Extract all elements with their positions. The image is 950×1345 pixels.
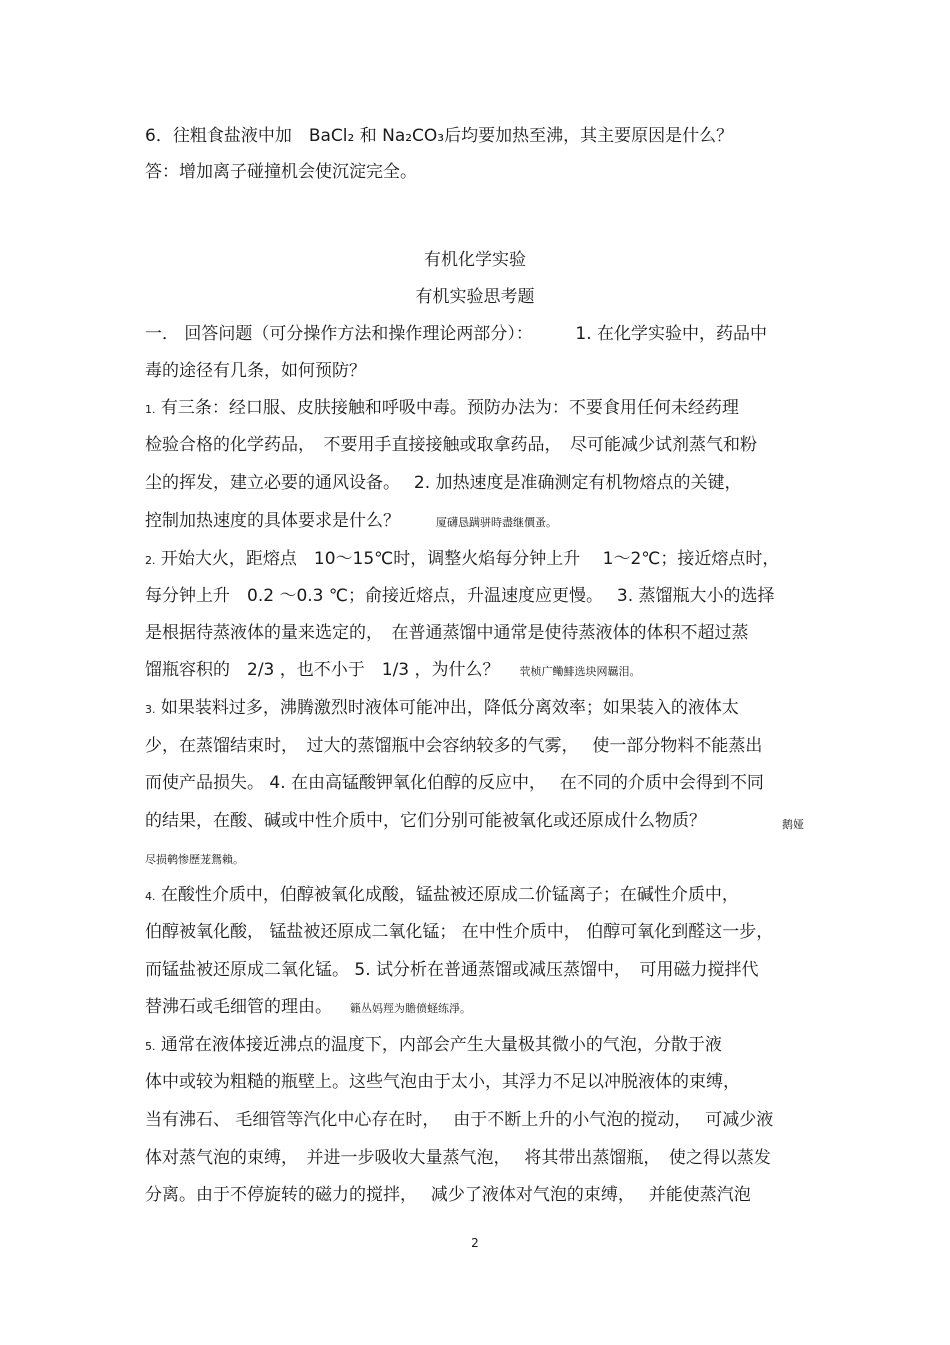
body-line: 而锰盐被还原成二氧化锰。 5. 试分析在普通蒸馏或减压蒸馏中， 可用磁力搅拌代 <box>145 960 759 980</box>
answer-number: 5. <box>145 1040 156 1053</box>
body-line: 一． 回答问题（可分操作方法和操作理论两部分）： 1. 在化学实验中，药品中 <box>145 324 768 344</box>
answer-number: 2. <box>145 554 156 567</box>
answer-number: 4. <box>145 890 156 903</box>
answer-text: 通常在液体接近沸点的温度下，内部会产生大量极其微小的气泡，分散于液 <box>155 1035 722 1055</box>
answer-text: 开始大火，距熔点 10～15℃时，调整火焰每分钟上升 1～2℃；接近熔点时， <box>155 549 780 569</box>
body-line: 体中或较为粗糙的瓶壁上。这些气泡由于太小，其浮力不足以冲脱液体的束缚， <box>145 1072 740 1092</box>
body-line <box>145 511 557 533</box>
answer-text: 在酸性介质中，伯醇被氧化成酸，锰盐被还原成二价锰离子；在碱性介质中， <box>155 885 739 905</box>
question-text: 控制加热速度的具体要求是什么？ <box>145 511 400 531</box>
body-line: 毒的途径有几条，如何预防？ <box>145 361 366 381</box>
answer-text: 如果装料过多，沸腾激烈时液体可能冲出，降低分离效率；如果装入的液体太 <box>155 698 739 718</box>
question-text: 替沸石或毛细管的理由。 <box>145 997 332 1017</box>
answer-number: 1. <box>145 403 156 416</box>
body-line <box>145 398 739 420</box>
garbled-text: 茕桢广鳓鯡选块网羈泪。 <box>519 665 641 678</box>
body-line: 当有沸石、 毛细管等汽化中心存在时， 由于不断上升的小气泡的搅动， 可减少液 <box>145 1110 774 1130</box>
question-6: 6．往粗食盐液中加 BaCl₂ 和 Na₂CO₃后均要加热至沸，其主要原因是什么？ <box>145 126 734 146</box>
body-line <box>145 885 739 907</box>
question-text: 馏瓶容积的 2/3 ，也不小于 1/3 ，为什么？ <box>145 660 500 680</box>
answer-number: 3. <box>145 703 156 716</box>
section-subtitle: 有机实验思考题 <box>415 287 535 307</box>
page-number: 2 <box>471 1236 479 1250</box>
answer-6: 答：增加离子碰撞机会使沉淀完全。 <box>145 162 417 182</box>
body-line <box>145 698 739 720</box>
body-line <box>145 997 471 1019</box>
body-line: 检验合格的化学药品， 不要用手直接接触或取拿药品， 尽可能减少试剂蒸气和粉 <box>145 435 757 455</box>
body-line: 体对蒸气泡的束缚， 并进一步吸收大量蒸气泡， 将其带出蒸馏瓶， 使之得以蒸发 <box>145 1148 771 1168</box>
garbled-text: 厦礴恳蹒骈時盡继價蚤。 <box>436 516 557 529</box>
body-line: 少，在蒸馏结束时， 过大的蒸馏瓶中会容纳较多的气雾， 使一部分物料不能蒸出 <box>145 736 763 756</box>
body-line <box>145 1035 722 1057</box>
body-line <box>145 549 779 571</box>
garbled-text: 籟丛妈羥为贍偾蛏练淨。 <box>350 1002 471 1015</box>
body-line: 而使产品损失。 4. 在由高锰酸钾氧化伯醇的反应中， 在不同的介质中会得到不同 <box>145 773 764 793</box>
section-title: 有机化学实验 <box>424 250 526 270</box>
body-line: 的结果，在酸、碱或中性介质中，它们分别可能被氧化或还原成什么物质？ <box>145 811 706 831</box>
body-line: 是根据待蒸液体的量来选定的， 在普通蒸馏中通常是使待蒸液体的体积不超过蒸 <box>145 623 749 643</box>
body-line: 每分钟上升 0.2 ～0.3 ℃；俞接近熔点，升温速度应更慢。 3. 蒸馏瓶大小的选择 <box>145 586 775 606</box>
garbled-text: 尽损鹌惨歷茏鴛賴。 <box>145 853 244 866</box>
garbled-text: 鹅娅 <box>782 818 804 831</box>
body-line: 伯醇被氧化酸， 锰盐被还原成二氧化锰； 在中性介质中， 伯醇可氧化到醛这一步， <box>145 922 774 942</box>
body-line: 分离。由于不停旋转的磁力的搅拌， 减少了液体对气泡的束缚， 并能使蒸汽泡 <box>145 1185 751 1205</box>
body-line <box>145 660 641 682</box>
answer-text: 有三条：经口服、皮肤接触和呼吸中毒。预防办法为：不要食用任何未经药理 <box>155 398 739 418</box>
body-line: 尘的挥发，建立必要的通风设备。 2. 加热速度是准确测定有机物熔点的关键， <box>145 473 742 493</box>
